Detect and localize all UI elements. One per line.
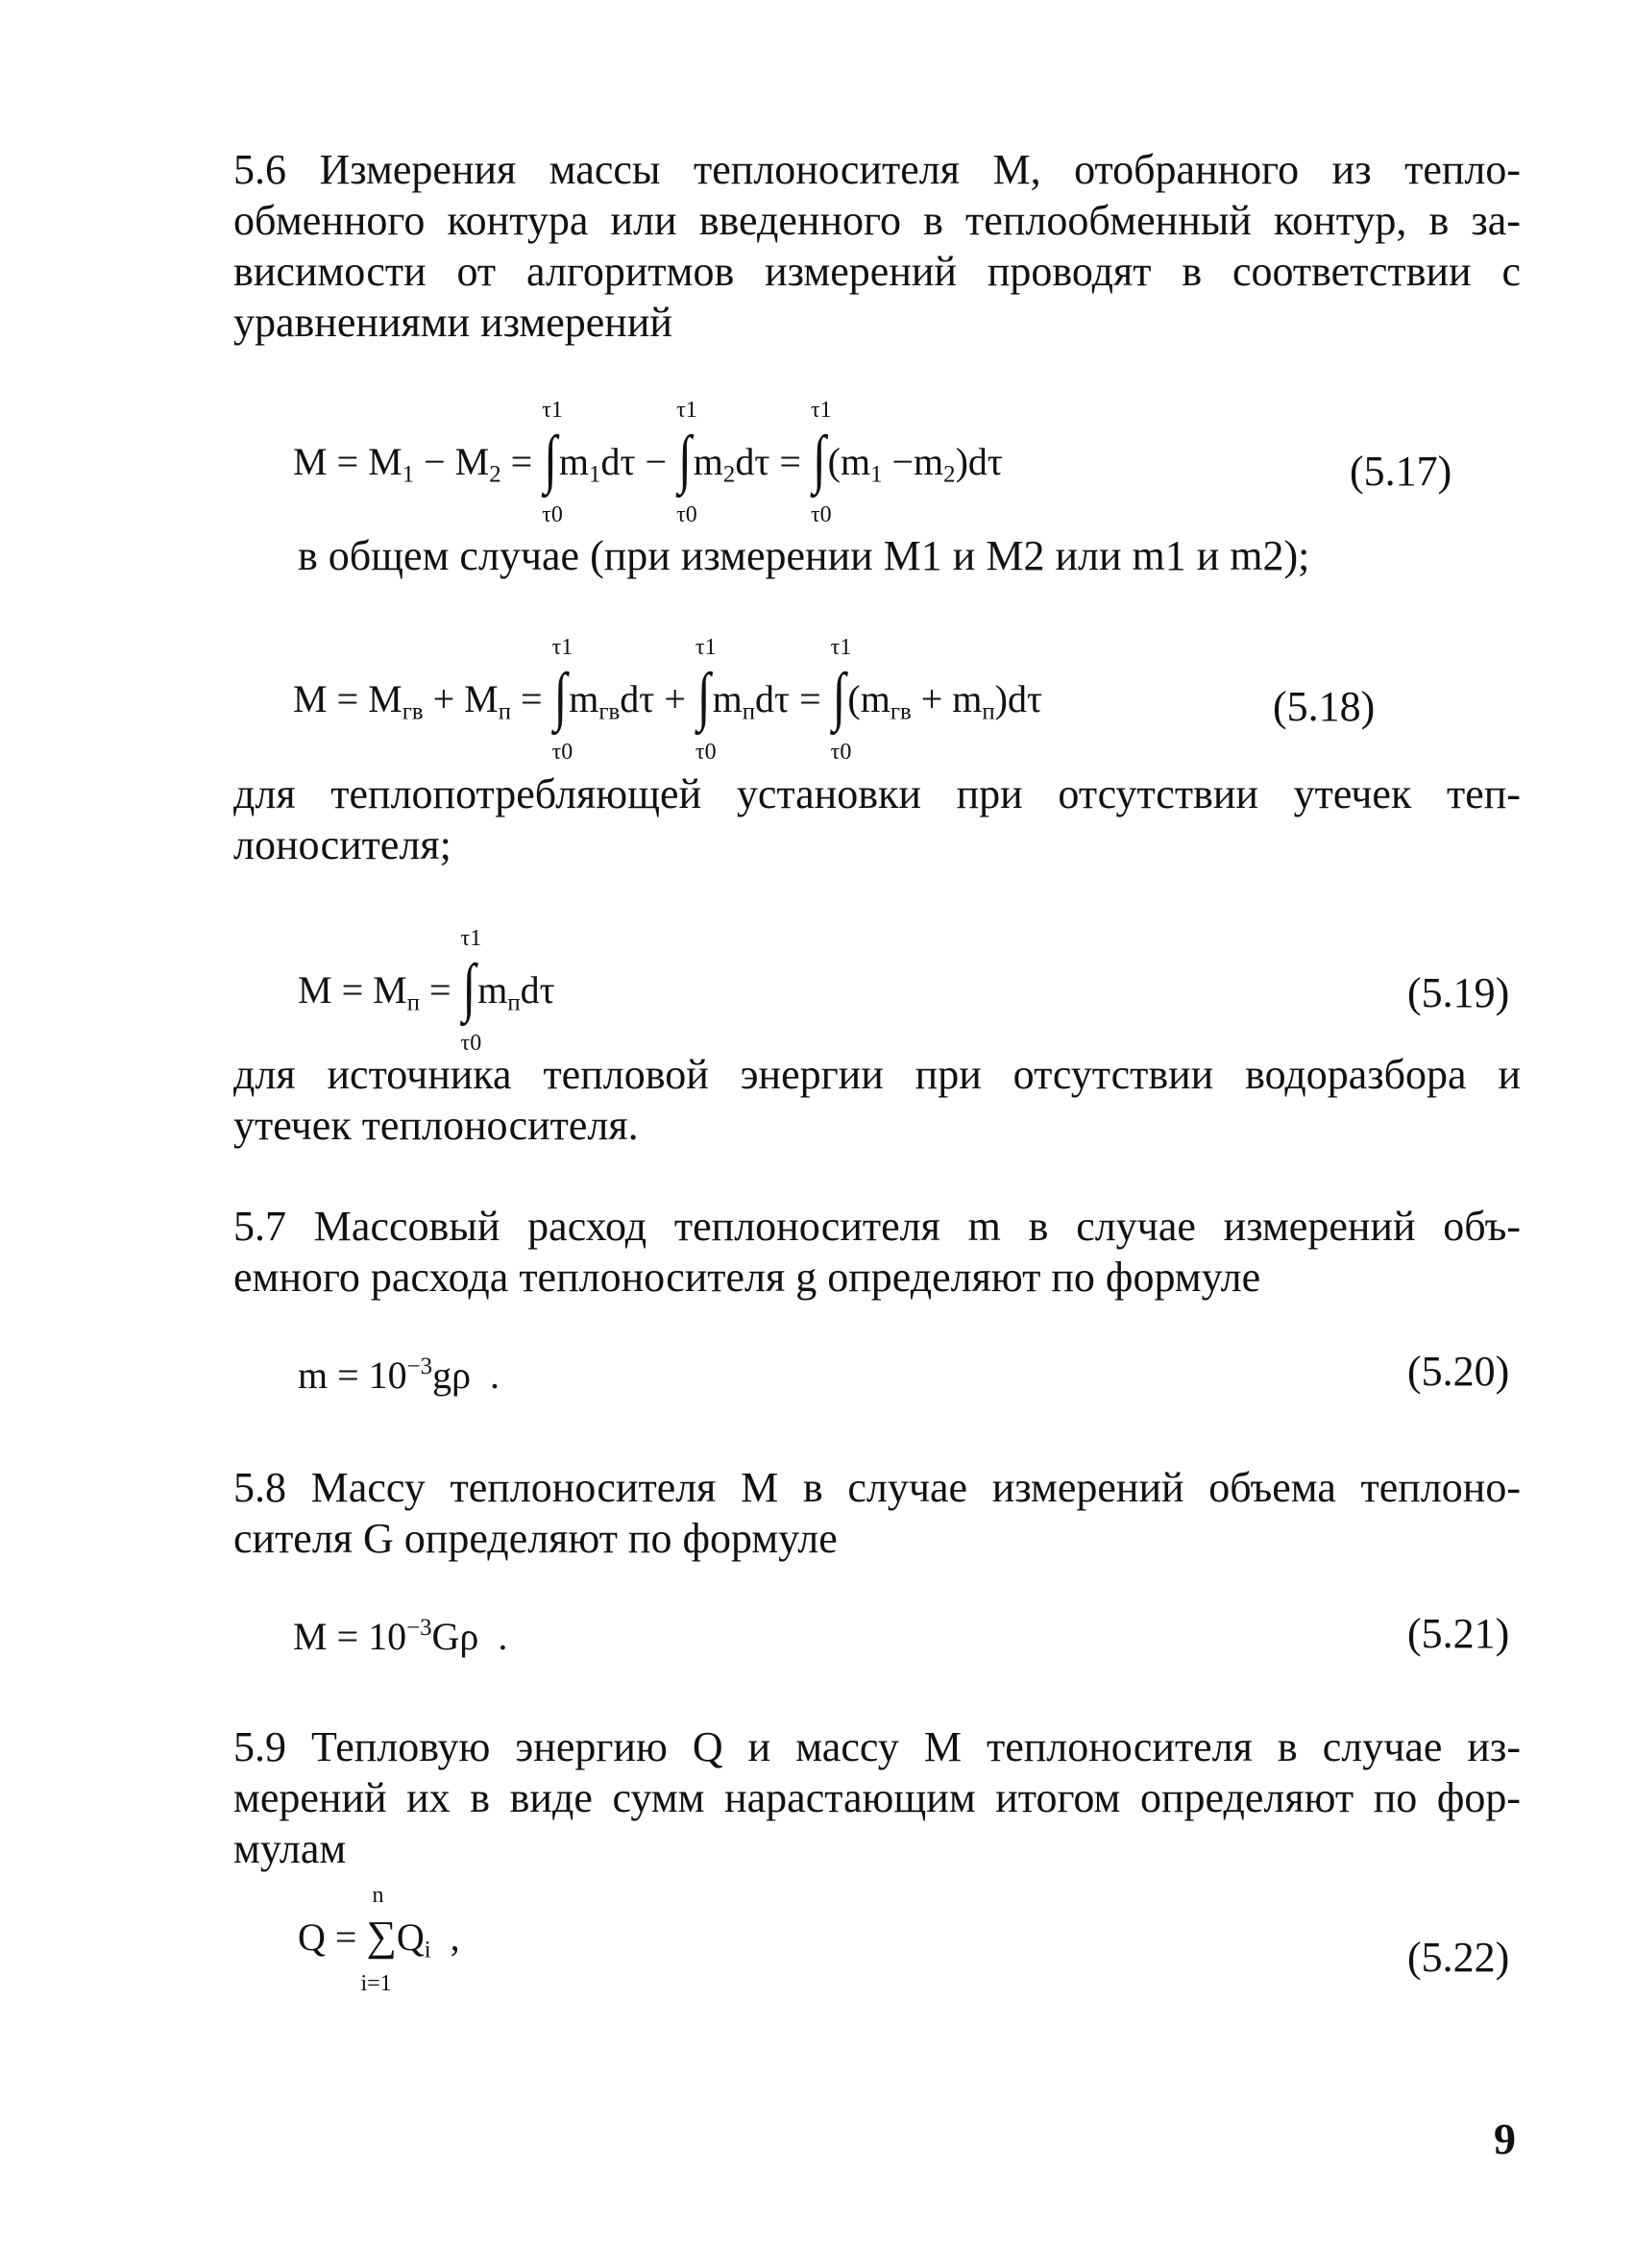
- text-line: мерений их в виде сумм нарастающим итогом определяют по фор-: [233, 1774, 1521, 1821]
- paragraph-after-5-17: [298, 530, 1451, 581]
- integral-sign: ∫ τ1 τ0: [695, 635, 717, 765]
- text-line: 5.7 Массовый расход теплоносителя m в случае измерений объ-: [233, 1203, 1521, 1250]
- text-line: 5.9 Тепловую энергию Q и массу М теплоносителя в случае из-: [233, 1723, 1521, 1770]
- formula-5-21: $M = 10^{-3}G\rho$ .: [293, 1615, 508, 1658]
- text-line: мулам: [233, 1825, 347, 1872]
- text-line: 5.6 Измерения массы теплоносителя М, отобранного из тепло-: [233, 146, 1521, 193]
- paragraph-after-5-19: [233, 1049, 1521, 1151]
- text-line: в общем случае (при измерении М1 и М2 или m1 и m2);: [298, 532, 1310, 579]
- integral-sign: ∫ τ1 τ0: [830, 635, 852, 765]
- paragraph-after-5-18: [233, 768, 1521, 870]
- formula-5-17: $M = M_1 - M_2$ = ∫ τ1 τ0 $m_1d\tau$ − ∫ τ1 τ0 $m_2d\tau$ = ∫ τ1 τ0 $(m_1 -m_2)d\tau$: [293, 398, 1003, 527]
- paragraph-5-7: [233, 1201, 1521, 1303]
- equation-number: (5.22): [1407, 1934, 1510, 1981]
- text-line: уравнениями измерений: [233, 299, 672, 346]
- equation-number: (5.20): [1407, 1348, 1510, 1395]
- text-line: емного расхода теплоносителя g определяют по формуле: [233, 1254, 1261, 1301]
- integral-sign: ∫ τ1 τ0: [460, 926, 482, 1056]
- equation-number: (5.18): [1273, 683, 1376, 730]
- text-line: сителя G определяют по формуле: [233, 1515, 838, 1562]
- paragraph-5-9: [233, 1721, 1521, 1874]
- formula-5-18: $M = M_{гв} + M_п$ = ∫ τ1 τ0 $m_{гв}d\tau$ + ∫ τ1 τ0 $m_пd\tau$ = ∫ τ1 τ0 $(m_{гв} + m_п)d\tau$: [293, 635, 1043, 765]
- paragraph-5-6: [233, 144, 1521, 348]
- equation-number: (5.21): [1407, 1610, 1510, 1657]
- text-line: для теплопотребляющей установки при отсутствии утечек теп-: [233, 770, 1521, 817]
- text-line: 5.8 Массу теплоносителя М в случае измерений объема теплоно-: [233, 1464, 1521, 1511]
- integral-sign: ∫ τ1 τ0: [551, 635, 573, 765]
- sum-sign: ∑ n i=1: [360, 1883, 397, 1996]
- page-number: 9: [1494, 2114, 1516, 2163]
- paragraph-5-8: [233, 1462, 1521, 1564]
- integral-sign: ∫ τ1 τ0: [542, 398, 563, 527]
- equation-number: (5.19): [1407, 969, 1510, 1016]
- text-line: висимости от алгоритмов измерений проводят в соответствии с: [233, 248, 1521, 295]
- formula-5-19: $M = M_п$ = ∫ τ1 τ0 $m_пd\tau$: [298, 926, 555, 1056]
- formula-5-20: $m = 10^{-3}g\rho$ .: [298, 1353, 500, 1397]
- formula-5-22: Q = ∑ n i=1 $Q_i$ ,: [298, 1883, 460, 1996]
- text-line: утечек теплоносителя.: [233, 1102, 639, 1149]
- integral-sign: ∫ τ1 τ0: [810, 398, 832, 527]
- text-line: для источника тепловой энергии при отсутствии водоразбора и: [233, 1051, 1521, 1098]
- integral-sign: ∫ τ1 τ0: [676, 398, 697, 527]
- text-line: лоносителя;: [233, 821, 451, 868]
- text-line: обменного контура или введенного в теплообменный контур, в за-: [233, 197, 1521, 244]
- equation-number: (5.17): [1350, 448, 1452, 495]
